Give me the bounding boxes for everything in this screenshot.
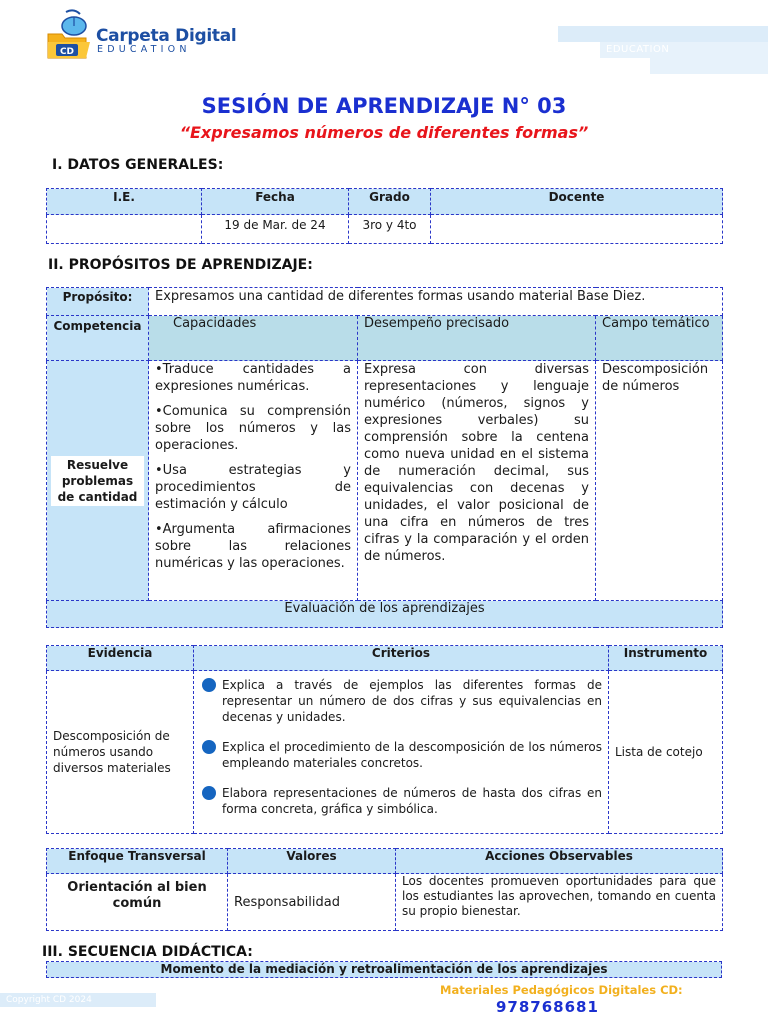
capacidad-item: •Comunica su comprensión sobre los números y las operaciones. bbox=[155, 404, 351, 453]
capacidad-item: •Usa estrategias y procedimientos de estimación y cálculo bbox=[155, 463, 351, 512]
header-competencia: Competencia bbox=[47, 316, 149, 361]
criterio-item bbox=[202, 785, 602, 817]
acciones-value: Los docentes promueven oportunidades para que los estudiantes las aprovechen, tomando en cuenta su propio bienestar. bbox=[396, 874, 723, 931]
section-secuencia-heading: III. SECUENCIA DIDÁCTICA: bbox=[42, 944, 253, 960]
secuencia-table bbox=[46, 961, 722, 978]
header-campo: Campo temático bbox=[596, 316, 723, 361]
footer-watermark: Copyright CD 2024 bbox=[0, 993, 156, 1007]
session-title: SESIÓN DE APRENDIZAJE N° 03 bbox=[201, 94, 567, 118]
footer-phone: 978768681 bbox=[496, 998, 599, 1016]
watermark-text: EDUCATION bbox=[606, 44, 670, 55]
logo-title: Carpeta Digital bbox=[96, 26, 237, 46]
header-docente: Docente bbox=[431, 189, 723, 215]
criterios-cell bbox=[194, 671, 609, 834]
mouse-folder-logo-icon bbox=[44, 6, 100, 62]
header-criterios: Criterios bbox=[194, 646, 609, 671]
propositos-table bbox=[46, 287, 723, 628]
enfoque-value: Orientación al bien común bbox=[47, 874, 228, 931]
header-enfoque: Enfoque Transversal bbox=[47, 849, 228, 874]
section-propositos-heading: II. PROPÓSITOS DE APRENDIZAJE: bbox=[48, 257, 313, 273]
docente-value bbox=[431, 215, 723, 244]
proposito-label: Propósito: bbox=[47, 288, 149, 316]
watermark-band bbox=[650, 58, 768, 74]
capacidad-item: •Argumenta afirmaciones sobre las relaciones numéricas y las operaciones. bbox=[155, 522, 351, 571]
criterio-text: Explica el procedimiento de la descomposición de los números empleando materiales concretos. bbox=[222, 740, 602, 770]
evaluacion-table bbox=[46, 645, 723, 834]
watermark-band bbox=[558, 26, 768, 42]
criterio-item bbox=[202, 739, 602, 771]
fecha-value: 19 de Mar. de 24 bbox=[202, 215, 349, 244]
competencia-cell bbox=[47, 361, 149, 601]
header-desempeno: Desempeño precisado bbox=[358, 316, 596, 361]
header-fecha: Fecha bbox=[202, 189, 349, 215]
logo-subtitle: EDUCATION bbox=[97, 44, 191, 55]
competencia-value: Resuelve problemas de cantidad bbox=[51, 456, 144, 506]
ie-value bbox=[47, 215, 202, 244]
datos-generales-table bbox=[46, 188, 723, 244]
evaluacion-label: Evaluación de los aprendizajes bbox=[47, 601, 723, 628]
logo-badge-text: CD bbox=[59, 47, 75, 57]
session-subtitle: “Expresamos números de diferentes formas” bbox=[179, 123, 589, 142]
header-ie: I.E. bbox=[47, 189, 202, 215]
bullet-circle-icon bbox=[202, 678, 216, 692]
bullet-circle-icon bbox=[202, 786, 216, 800]
valores-value: Responsabilidad bbox=[228, 874, 396, 931]
header-valores: Valores bbox=[228, 849, 396, 874]
header-instrumento: Instrumento bbox=[609, 646, 723, 671]
header-evidencia: Evidencia bbox=[47, 646, 194, 671]
evidencia-value: Descomposición de números usando diversos materiales bbox=[47, 671, 194, 834]
header-acciones: Acciones Observables bbox=[396, 849, 723, 874]
proposito-text: Expresamos una cantidad de diferentes formas usando material Base Diez. bbox=[149, 288, 723, 316]
enfoque-table bbox=[46, 848, 723, 931]
capacidades-cell bbox=[149, 361, 358, 601]
section-datos-generales-heading: I. DATOS GENERALES: bbox=[52, 157, 224, 173]
instrumento-value: Lista de cotejo bbox=[609, 671, 723, 834]
capacidad-item: •Traduce cantidades a expresiones numéricas. bbox=[155, 362, 351, 394]
desempeno-text: Expresa con diversas representaciones y lenguaje numérico (números, signos y expresiones verbales) su comprensión sobre la centena como nueva unidad en el sistema de numeración decimal, sus equivalencias con decenas y unidades, el valor posicional de una cifra en números de tres cifras y la comparación y el orden de números. bbox=[358, 361, 596, 601]
criterio-text: Explica a través de ejemplos las diferentes formas de representar un número de dos cifras y sus equivalencias en decenas y unidades. bbox=[222, 678, 602, 724]
campo-value: Descomposición de números bbox=[596, 361, 723, 601]
grado-value: 3ro y 4to bbox=[349, 215, 431, 244]
criterio-text: Elabora representaciones de números de hasta dos cifras en forma concreta, gráfica y simbólica. bbox=[222, 786, 602, 816]
bullet-circle-icon bbox=[202, 740, 216, 754]
criterio-item bbox=[202, 677, 602, 725]
header-capacidades: Capacidades bbox=[149, 316, 358, 361]
momento-label: Momento de la mediación y retroalimentación de los aprendizajes bbox=[47, 962, 722, 978]
footer-label: Materiales Pedagógicos Digitales CD: bbox=[440, 983, 683, 997]
header-grado: Grado bbox=[349, 189, 431, 215]
